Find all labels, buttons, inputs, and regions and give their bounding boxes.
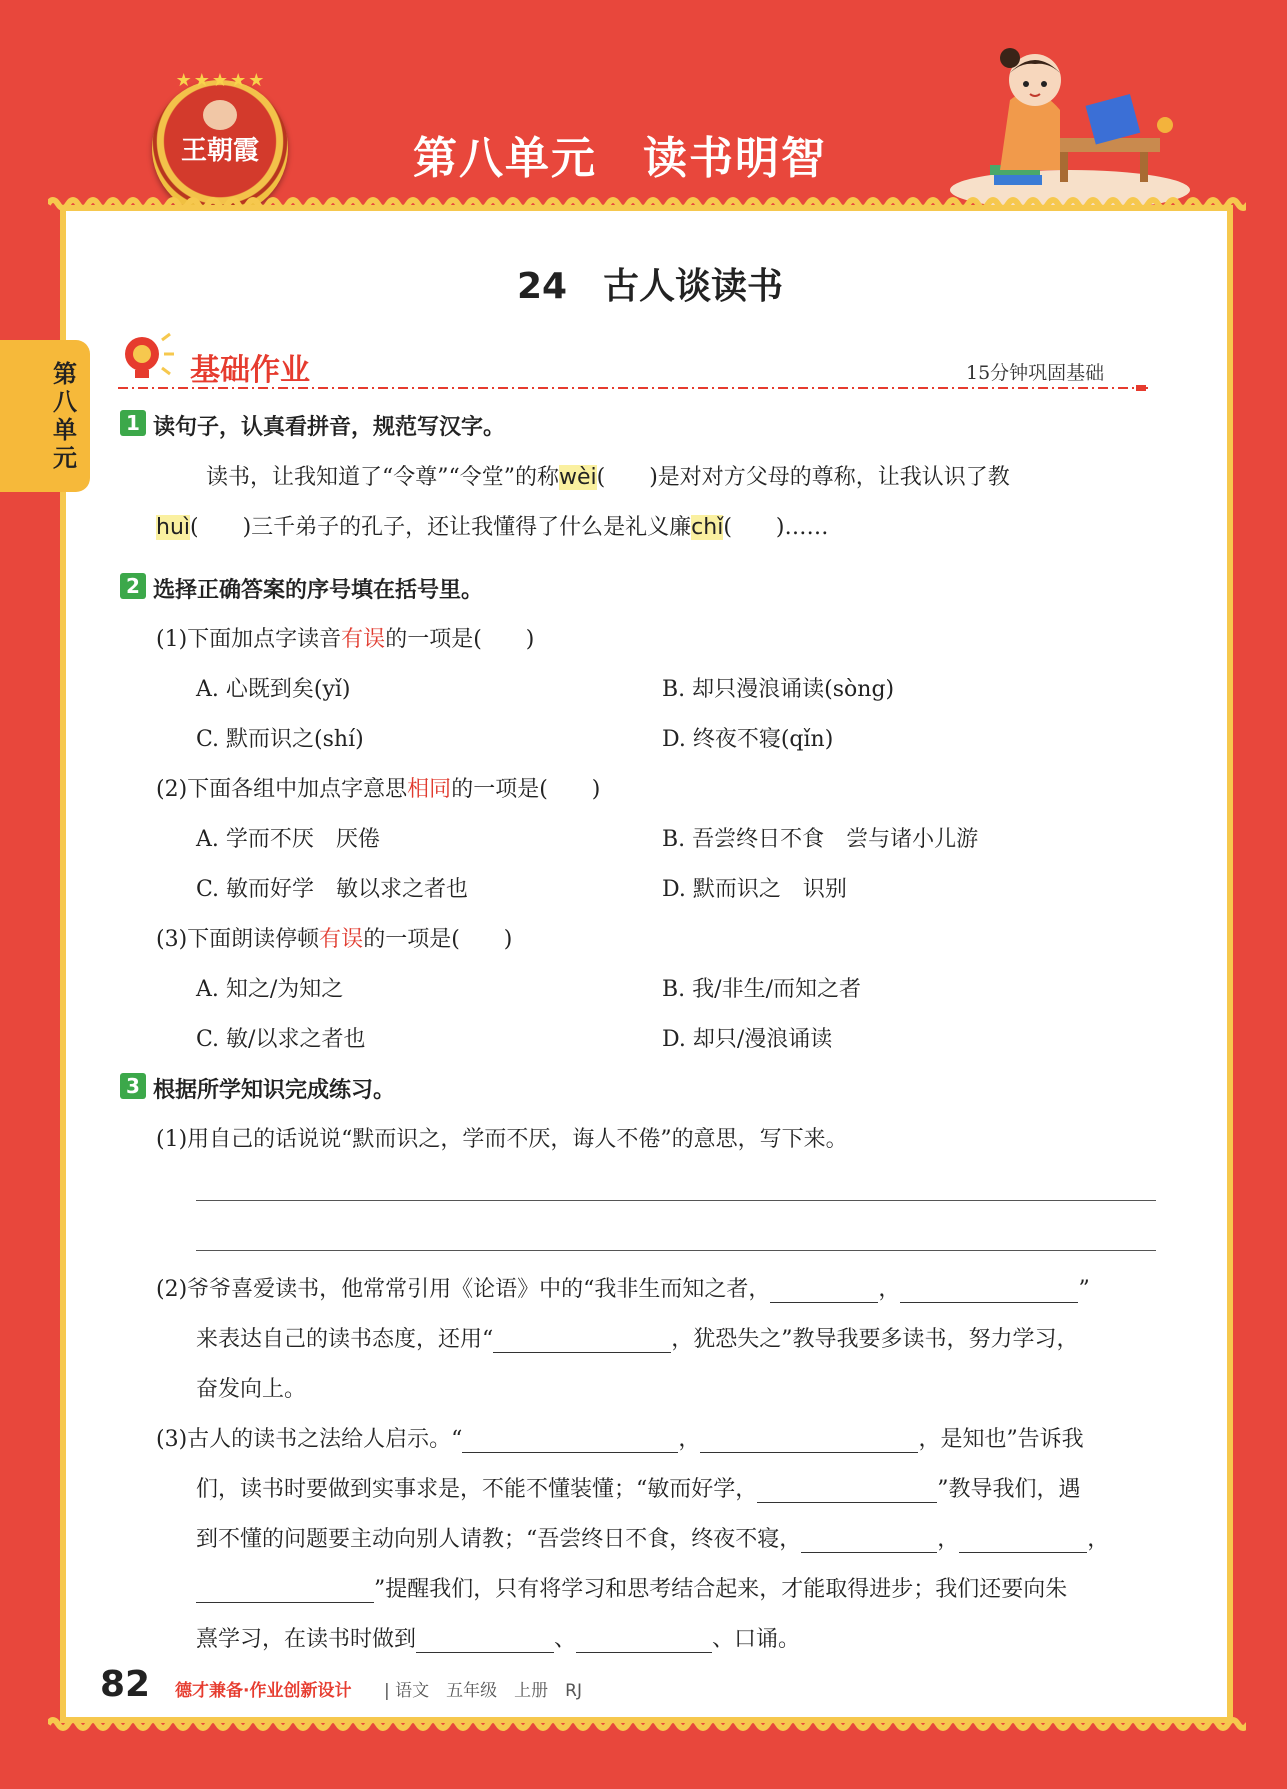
blank-p3-5[interactable]	[959, 1530, 1087, 1553]
badge-stars-icon: ★★★★★	[175, 70, 267, 91]
answer-line-1[interactable]	[196, 1200, 1156, 1201]
wavy-border-bottom	[48, 1713, 1246, 1735]
blank-p3-1[interactable]	[462, 1430, 678, 1453]
q2-sub1-post: 的一项是( )	[385, 627, 535, 652]
q2-sub1-option-d: D. 终夜不寝(qǐn)	[662, 727, 834, 752]
q3-part2-line2	[196, 1322, 1079, 1353]
q3-part3-line5	[196, 1622, 800, 1653]
q2-sub1-pre: (1)下面加点字读音	[156, 627, 342, 652]
q3-p3-c: ，是知也”告诉我	[918, 1427, 1084, 1452]
q2-sub3-post: 的一项是( )	[363, 927, 513, 952]
section-title: 基础作业	[190, 353, 310, 388]
q1-blank-3[interactable]: ( )……	[723, 515, 829, 540]
q3-p3-i: ”提醒我们，只有将学习和思考结合起来，才能取得进步；我们还要向朱	[374, 1577, 1068, 1602]
q3-p3-a: (3)古人的读书之法给人启示。“	[156, 1427, 463, 1452]
q3-p3-d: 们，读书时要做到实事求是，不能不懂装懂；“敏而好学，	[196, 1477, 758, 1502]
page-number: 82	[100, 1664, 151, 1705]
question-1-title: 读句子，认真看拼音，规范写汉字。	[153, 415, 506, 440]
q2-sub2-option-d: D. 默而识之 识别	[662, 877, 847, 902]
q3-p3-e: ”教导我们，遇	[937, 1477, 1081, 1502]
q1-line-1	[206, 460, 1010, 491]
question-number-1: 1	[120, 410, 146, 436]
q2-sub3-option-c: C. 敏/以求之者也	[196, 1027, 366, 1052]
blank-p3-7[interactable]	[416, 1630, 554, 1653]
q2-sub2-pre: (2)下面各组中加点字意思	[156, 777, 408, 802]
wavy-border-top	[48, 193, 1246, 215]
blank-p3-8[interactable]	[576, 1630, 712, 1653]
q3-p2-b: ，	[878, 1277, 901, 1302]
q2-sub2-option-b: B. 吾尝终日不食 尝与诸小儿游	[662, 827, 979, 852]
blank-p2-1[interactable]	[770, 1280, 878, 1303]
q2-sub1-option-b: B. 却只漫浪诵读(sòng)	[662, 677, 895, 702]
q3-part1: (1)用自己的话说说“默而识之，学而不厌，诲人不倦”的意思，写下来。	[156, 1127, 848, 1152]
q3-p3-l: 、口诵。	[712, 1627, 801, 1652]
q2-sub2-emph: 相同	[407, 777, 452, 802]
q2-sub3-option-b: B. 我/非生/而知之者	[662, 977, 861, 1002]
lightbulb-icon	[118, 332, 178, 382]
question-number-3: 3	[120, 1073, 146, 1099]
q3-part3-line3	[196, 1522, 1109, 1553]
q3-p3-f: 到不懂的问题要主动向别人请教；“吾尝终日不食，终夜不寝，	[196, 1527, 802, 1552]
q3-p2-d: 来表达自己的读书态度，还用“	[196, 1327, 494, 1352]
q2-sub3-pre: (3)下面朗读停顿	[156, 927, 320, 952]
q3-p3-b: ，	[678, 1427, 701, 1452]
q3-p3-j: 熹学习，在读书时做到	[196, 1627, 417, 1652]
q2-sub1-stem[interactable]	[156, 622, 534, 653]
q2-sub2-post: 的一项是( )	[451, 777, 601, 802]
q2-sub3-emph: 有误	[319, 927, 364, 952]
q3-p2-a: (2)爷爷喜爱读书，他常常引用《论语》中的“我非生而知之者，	[156, 1277, 771, 1302]
q2-sub1-option-a: A. 心既到矣(yǐ)	[196, 677, 351, 702]
q1-blank-1[interactable]: ( )是对对方父母的尊称，让我认识了教	[596, 465, 1010, 490]
blank-p3-4[interactable]	[801, 1530, 937, 1553]
blank-p2-2[interactable]	[900, 1280, 1078, 1303]
q3-part2-line3: 奋发向上。	[196, 1377, 307, 1402]
q1-text-2a[interactable]: ( )三千弟子的孔子，还让我懂得了什么是礼义廉	[190, 515, 692, 540]
blank-p3-2[interactable]	[700, 1430, 918, 1453]
answer-line-2[interactable]	[196, 1250, 1156, 1251]
q2-sub1-emph: 有误	[341, 627, 386, 652]
q3-p3-h: ，	[1087, 1527, 1110, 1552]
q3-p2-c: ”	[1078, 1277, 1090, 1302]
footer-grade-info: | 语文 五年级 上册 RJ	[384, 1681, 582, 1701]
unit-title: 第八单元 读书明智	[413, 133, 827, 184]
section-time-note: 15分钟巩固基础	[966, 362, 1105, 384]
pinyin-chi: chǐ	[691, 515, 724, 540]
q3-p2-e: ，犹恐失之”教导我要多读书，努力学习，	[671, 1327, 1079, 1352]
q3-p3-g: ，	[937, 1527, 960, 1552]
q3-part3-line2	[196, 1472, 1081, 1503]
q3-part2-line1	[156, 1272, 1090, 1303]
section-divider	[118, 385, 1158, 391]
q2-sub2-option-c: C. 敏而好学 敏以求之者也	[196, 877, 469, 902]
question-3-title: 根据所学知识完成练习。	[153, 1078, 396, 1103]
q2-sub3-option-a: A. 知之/为知之	[196, 977, 344, 1002]
unit-side-tab-label: 第八单元	[53, 360, 77, 472]
q3-part3-line4	[196, 1572, 1067, 1603]
question-2-title: 选择正确答案的序号填在括号里。	[153, 578, 484, 603]
badge-portrait	[203, 100, 237, 130]
reading-girl-illustration	[940, 40, 1200, 215]
q1-line-2	[156, 510, 829, 541]
q3-p3-k: 、	[554, 1627, 577, 1652]
q2-sub2-option-a: A. 学而不厌 厌倦	[196, 827, 380, 852]
q2-sub2-stem[interactable]	[156, 772, 600, 803]
blank-p2-3[interactable]	[493, 1330, 671, 1353]
question-number-2: 2	[120, 573, 146, 599]
q2-sub3-stem[interactable]	[156, 922, 512, 953]
footer-brand: 德才兼备·作业创新设计	[175, 1681, 352, 1701]
pinyin-wei: wèi	[559, 465, 597, 490]
pinyin-hui: huì	[156, 515, 190, 540]
blank-p3-3[interactable]	[757, 1480, 937, 1503]
lesson-title: 24 古人谈读书	[516, 266, 784, 307]
q2-sub1-option-c: C. 默而识之(shí)	[196, 727, 364, 752]
q3-part3-line1	[156, 1422, 1084, 1453]
q1-text-1a: 读书，让我知道了“令尊”“令堂”的称	[206, 465, 559, 490]
blank-p3-6[interactable]	[196, 1580, 374, 1603]
badge-name: 王朝霞	[180, 136, 259, 166]
q2-sub3-option-d: D. 却只/漫浪诵读	[662, 1027, 833, 1052]
